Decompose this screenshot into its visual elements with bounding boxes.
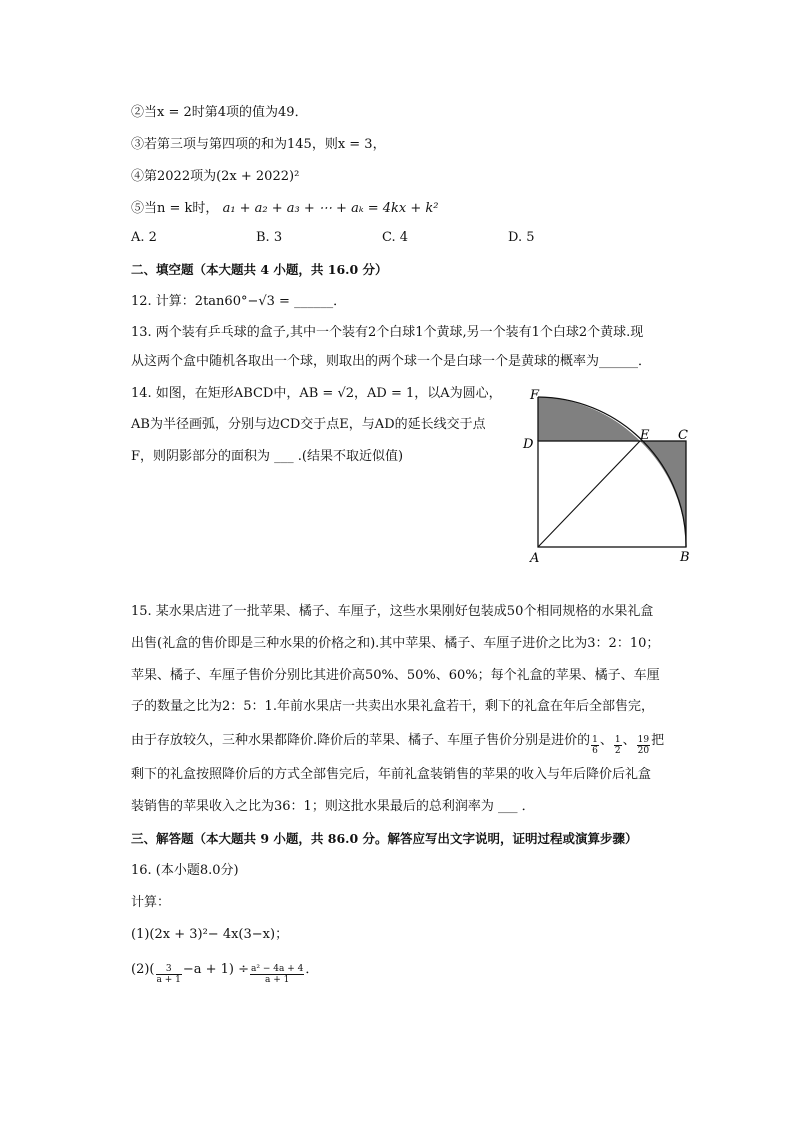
q15-fraction-2-den: 2 xyxy=(614,746,621,756)
q15-fraction-2 xyxy=(614,735,622,756)
q14-label-d: D xyxy=(523,437,534,452)
q14-segment-ae xyxy=(538,441,640,547)
q15-fraction-2-num: 1 xyxy=(614,735,621,745)
q11-option-c[interactable]: C. 4 xyxy=(382,230,409,245)
q16-part-1: (1)(2x + 3)²− 4x(3−x)； xyxy=(131,927,289,942)
q14-label-b: B xyxy=(680,550,690,565)
q13-line-1: 13. 两个装有乒乓球的盒子,其中一个装有2个白球1个黄球,另一个装有1个白球2个黄球.现 xyxy=(131,325,644,340)
q13-line-2: 从这两个盒中随机各取出一个球，则取出的两个球一个是白球一个是黄球的概率为______． xyxy=(131,354,652,369)
section-3-title: 三、解答题（本大题共 9 小题，共 86.0 分。解答应写出文字说明，证明过程或演算步骤） xyxy=(131,831,638,846)
q14-shaded-region-top xyxy=(538,397,640,441)
q16-fraction-1 xyxy=(156,964,182,985)
q16-part-2-end: ． xyxy=(305,962,319,977)
q16-fraction-2-den: a + 1 xyxy=(265,975,290,985)
q15-line-2: 出售(礼盒的售价即是三种水果的价格之和).其中苹果、橘子、车厘子进价之比为3：2：10； xyxy=(131,636,660,651)
q15-line-7: 装销售的苹果收入之比为36：1；则这批水果最后的总利润率为 ___ ． xyxy=(131,799,535,814)
q15-line-1: 15. 某水果店进了一批苹果、橘子、车厘子，这些水果刚好包装成50个相同规格的水果礼盒 xyxy=(131,604,654,619)
q12-text: 12. 计算：2tan60°−√3 = ______． xyxy=(131,294,347,309)
q16-part-2-prefix: (2)( xyxy=(131,962,155,977)
q16-fraction-2-num: a² − 4a + 4 xyxy=(251,964,304,974)
q15-line-4: 子的数量之比为2：5：1.年前水果店一共卖出水果礼盒若干，剩下的礼盒在年后全部售完， xyxy=(131,699,654,714)
q15-line-5-end: 把 xyxy=(651,733,665,748)
q15-fraction-3-den: 20 xyxy=(637,746,650,756)
q11-option-d[interactable]: D. 5 xyxy=(508,230,535,245)
q14-line-2: AB为半径画弧，分别与边CD交于点E，与AD的延长线交于点 xyxy=(131,417,486,432)
q11-option-b[interactable]: B. 3 xyxy=(256,230,283,245)
q16-part-2-mid: −a + 1) ÷ xyxy=(182,962,250,977)
q16-part-2 xyxy=(131,960,318,985)
q14-label-f: F xyxy=(530,388,540,403)
q15-fraction-1-den: 6 xyxy=(592,746,598,756)
q11-statement-4: ④第2022项为(2x + 2022)² xyxy=(131,169,300,184)
q11-statement-2: ②当x = 2时第4项的值为49． xyxy=(131,105,308,120)
q14-line-3: F，则阴影部分的面积为 ___ .(结果不取近似值) xyxy=(131,449,404,464)
q11-statement-3: ③若第三项与第四项的和为145，则x = 3， xyxy=(131,137,386,152)
q15-line-5 xyxy=(131,731,664,756)
q14-shaded-region-right xyxy=(640,441,686,547)
q16-header: 16. (本小题8.0分) xyxy=(131,863,239,878)
q16-fraction-2 xyxy=(250,964,304,985)
q15-separator-1: 、 xyxy=(599,733,613,748)
q11-statement-5-formula: a₁ + a₂ + a₃ + ⋯ + aₖ = 4kx + k² xyxy=(222,201,439,216)
q14-label-e: E xyxy=(640,428,650,443)
q14-label-a: A xyxy=(530,551,540,566)
q14-line-1: 14. 如图，在矩形ABCD中，AB = √2，AD = 1，以A为圆心， xyxy=(131,386,502,401)
q11-statement-5-prefix: ⑤当n = k时， xyxy=(131,201,219,216)
q16-fraction-1-den: a + 1 xyxy=(156,975,181,985)
q15-line-3: 苹果、橘子、车厘子售价分别比其进价高50%、50%、60%；每个礼盒的苹果、橘子、车厘 xyxy=(131,668,660,683)
q14-label-c: C xyxy=(678,428,688,443)
q15-separator-2: 、 xyxy=(622,733,636,748)
q16-fraction-1-num: 3 xyxy=(156,964,182,975)
q15-fraction-1-num: 1 xyxy=(592,735,598,745)
q15-line-5-text: 由于存放较久，三种水果都降价.降价后的苹果、橘子、车厘子售价分别是进价的 xyxy=(131,733,591,748)
q15-fraction-1 xyxy=(591,735,599,756)
q11-option-a[interactable]: A. 2 xyxy=(131,230,157,245)
q15-fraction-3 xyxy=(637,735,650,756)
section-2-title: 二、填空题（本大题共 4 小题，共 16.0 分） xyxy=(131,262,388,277)
q16-calc-label: 计算： xyxy=(131,895,171,910)
q15-line-6: 剩下的礼盒按照降价后的方式全部售完后，年前礼盒装销售的苹果的收入与年后降价后礼盒 xyxy=(131,767,652,782)
q15-fraction-3-num: 19 xyxy=(637,735,650,745)
